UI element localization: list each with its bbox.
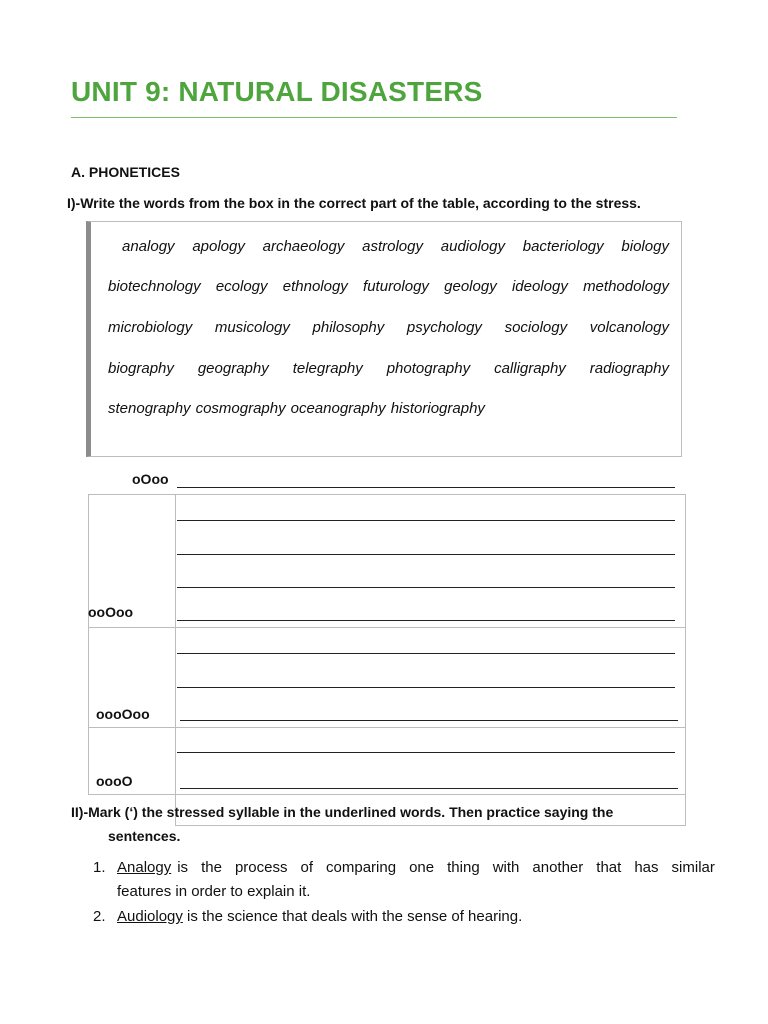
sentence-line <box>117 856 715 880</box>
answer-line[interactable] <box>177 487 675 488</box>
sentence-word: process <box>234 859 288 876</box>
stress-label-oooO: oooO <box>96 773 133 789</box>
answer-line[interactable] <box>180 720 678 721</box>
word: geography <box>197 360 269 377</box>
list-item <box>93 905 715 929</box>
table-cell <box>175 727 686 795</box>
word: ideology <box>511 278 568 295</box>
word: oceanography <box>290 400 386 417</box>
word: bacteriology <box>522 238 604 255</box>
word-row <box>108 319 669 336</box>
exercise-2-instruction-cont: sentences. <box>108 828 181 844</box>
sentence-word: one <box>409 859 435 876</box>
sentence-line-2: features in order to explain it. <box>117 883 311 900</box>
word-box <box>86 221 682 457</box>
table-cell <box>175 627 686 728</box>
word-row <box>108 360 669 377</box>
word: psychology <box>406 319 482 336</box>
stress-label-ooOoo: ooOoo <box>88 604 134 620</box>
sentence-word: is <box>177 859 189 876</box>
word: volcanology <box>589 319 669 336</box>
section-heading: A. PHONETICES <box>71 164 180 180</box>
word-row <box>108 400 669 417</box>
word: geology <box>444 278 497 295</box>
word: audiology <box>440 238 505 255</box>
word: apology <box>192 238 245 255</box>
word: biotechnology <box>108 278 201 295</box>
sentence-word: with <box>492 859 520 876</box>
sentence-word: that <box>596 859 622 876</box>
sentence-word: the <box>201 859 222 876</box>
sentence-word: similar <box>671 859 715 876</box>
sentence-tail: is the science that deals with the sense of hearing. <box>182 908 523 925</box>
word: biology <box>621 238 669 255</box>
sentence-tail <box>171 856 715 880</box>
word: philosophy <box>312 319 385 336</box>
answer-line[interactable] <box>177 653 675 654</box>
underlined-word: Audiology <box>117 908 183 925</box>
word: musicology <box>214 319 290 336</box>
word-row <box>108 278 669 295</box>
sentence-line-1 <box>117 856 171 880</box>
stress-label-oooOoo: oooOoo <box>96 706 150 722</box>
page-title: UNIT 9: NATURAL DISASTERS <box>71 76 483 107</box>
item-number: 1. <box>93 859 106 876</box>
word: methodology <box>583 278 669 295</box>
word: sociology <box>504 319 568 336</box>
word: futurology <box>363 278 429 295</box>
word: stenography <box>108 400 191 417</box>
word: historiography <box>390 400 485 417</box>
stress-table <box>88 494 686 826</box>
answer-line[interactable] <box>177 687 675 688</box>
sentence-word: has <box>634 859 659 876</box>
title-divider <box>71 117 677 118</box>
word: ecology <box>215 278 268 295</box>
word: microbiology <box>108 319 193 336</box>
underlined-word: Analogy <box>117 859 172 876</box>
sentence-word: another <box>532 859 584 876</box>
answer-line[interactable] <box>177 520 675 521</box>
word-row <box>122 238 669 255</box>
word: ethnology <box>282 278 348 295</box>
word: photography <box>386 360 471 377</box>
word: telegraphy <box>292 360 363 377</box>
sentence-word: thing <box>447 859 480 876</box>
item-number: 2. <box>93 908 106 925</box>
answer-line[interactable] <box>180 788 678 789</box>
answer-line[interactable] <box>177 587 675 588</box>
exercise-2-instruction: II)-Mark (‘) the stressed syllable in the underlined words. Then practice saying the <box>71 804 614 820</box>
word: cosmography <box>195 400 286 417</box>
word: calligraphy <box>494 360 566 377</box>
list-item <box>93 856 715 904</box>
word: biography <box>108 360 174 377</box>
table-cell <box>175 494 686 628</box>
word: radiography <box>589 360 669 377</box>
answer-line[interactable] <box>177 554 675 555</box>
word: astrology <box>362 238 423 255</box>
answer-line[interactable] <box>177 620 675 621</box>
sentence-word: of <box>300 859 314 876</box>
exercise-1-instruction: I)-Write the words from the box in the correct part of the table, according to the stress. <box>67 195 641 211</box>
answer-line[interactable] <box>177 752 675 753</box>
word: analogy <box>122 238 175 255</box>
sentence-word: comparing <box>326 859 397 876</box>
word: archaeology <box>262 238 345 255</box>
stress-label-oOoo: oOoo <box>132 471 169 487</box>
